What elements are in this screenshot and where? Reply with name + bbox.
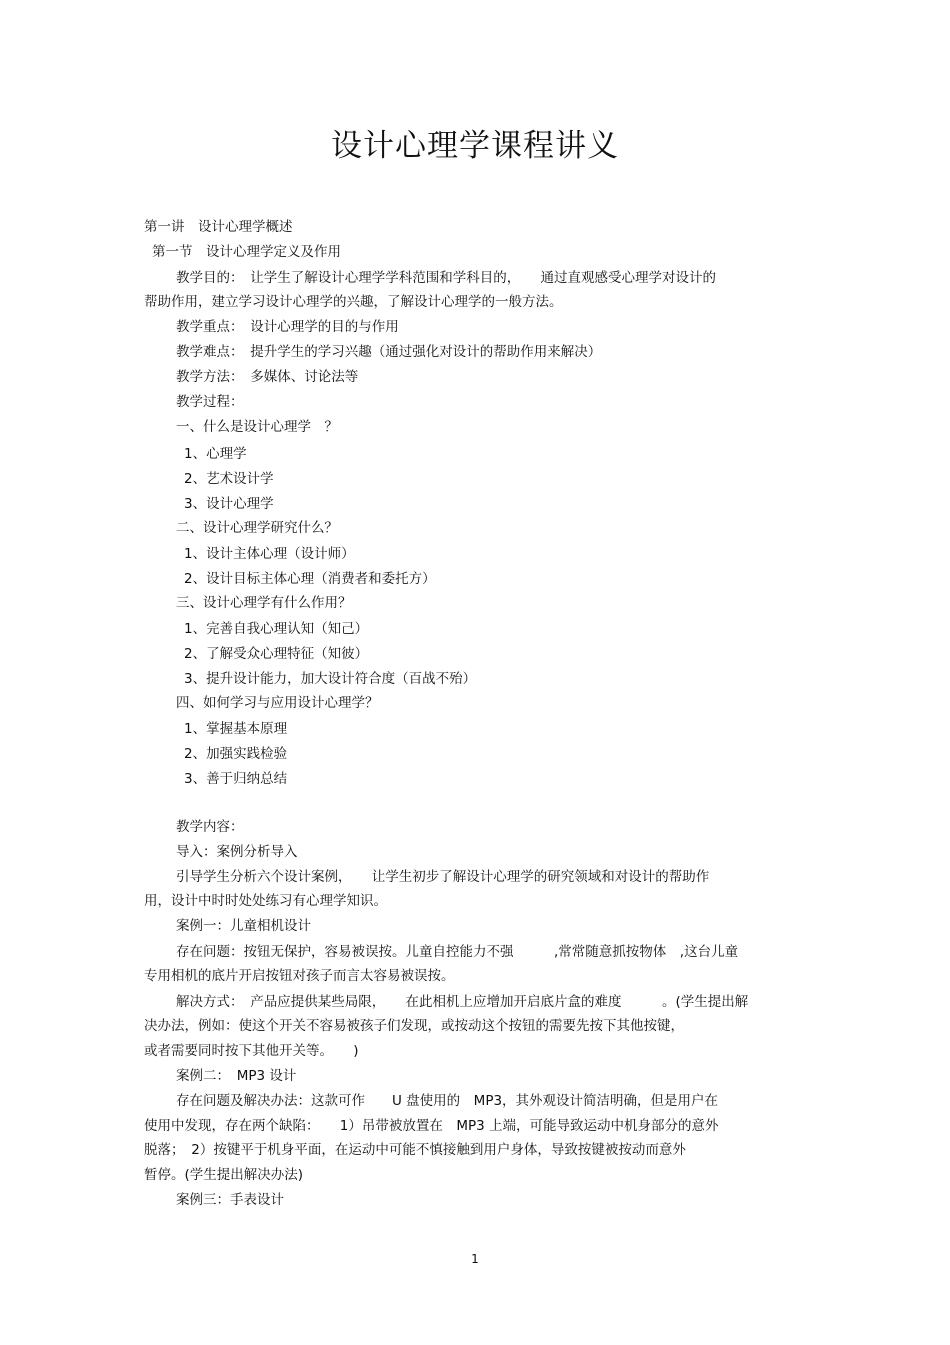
- list-item: 3、提升设计能力，加大设计符合度（百战不殆）: [184, 671, 477, 687]
- list-item: 2、了解受众心理特征（知彼）: [184, 646, 369, 662]
- content-heading: 教学内容：: [176, 819, 244, 835]
- method-line: 教学方法： 多媒体、讨论法等: [176, 369, 359, 385]
- page-number: 1: [471, 1252, 479, 1266]
- case-1-solution-1: 解决方式： 产品应提供某些局限， 在此相机上应增加开启底片盒的难度 。(学生提出解: [176, 994, 749, 1010]
- list-item: 3、善于归纳总结: [184, 771, 288, 787]
- case-1-problem-2: 专用相机的底片开启按钮对孩子而言太容易被误按。: [144, 968, 455, 984]
- lecture-heading: 第一讲 设计心理学概述: [144, 219, 293, 235]
- goal-line-1: 教学目的： 让学生了解设计心理学学科范围和学科目的， 通过直观感受心理学对设计的: [176, 270, 716, 286]
- process-line: 教学过程：: [176, 394, 244, 410]
- case-1-solution-2: 决办法，例如：使这个开关不容易被孩子们发现，或按动这个按钮的需要先按下其他按键，: [144, 1018, 684, 1034]
- list-item: 1、完善自我心理认知（知己）: [184, 621, 369, 637]
- list-item: 3、设计心理学: [184, 496, 274, 512]
- list-item: 1、心理学: [184, 446, 247, 462]
- guide-line-2: 用，设计中时时处处练习有心理学知识。: [144, 893, 387, 909]
- case-1-solution-3: 或者需要同时按下其他开关等。 ): [144, 1043, 359, 1059]
- intro-line: 导入：案例分析导入: [176, 844, 298, 860]
- case-3-heading: 案例三：手表设计: [176, 1192, 284, 1208]
- case-2-line-4: 暂停。(学生提出解决办法): [144, 1167, 304, 1183]
- list-item: 2、加强实践检验: [184, 746, 288, 762]
- list-item: 1、掌握基本原理: [184, 721, 288, 737]
- case-2-heading: 案例二： MP3 设计: [176, 1068, 297, 1084]
- case-1-problem-1: 存在问题：按钮无保护，容易被误按。儿童自控能力不强 ,常常随意抓按物体 ,这台儿童: [176, 944, 739, 960]
- guide-line-1: 引导学生分析六个设计案例， 让学生初步了解设计心理学的研究领域和对设计的帮助作: [176, 869, 710, 885]
- question-4: 四、如何学习与应用设计心理学？: [176, 695, 379, 711]
- case-2-line-1: 存在问题及解决办法：这款可作 U 盘使用的 MP3，其外观设计简洁明确，但是用户在: [176, 1093, 719, 1109]
- page-title: 设计心理学课程讲义: [331, 128, 619, 164]
- difficulty-line: 教学难点： 提升学生的学习兴趣（通过强化对设计的帮助作用来解决）: [176, 344, 602, 360]
- case-2-line-3: 脱落； 2）按键平于机身平面，在运动中可能不慎接触到用户身体，导致按键被按动而意外: [144, 1142, 686, 1158]
- section-heading: 第一节 设计心理学定义及作用: [152, 244, 341, 260]
- list-item: 2、艺术设计学: [184, 471, 274, 487]
- list-item: 2、设计目标主体心理（消费者和委托方）: [184, 571, 436, 587]
- focus-line: 教学重点： 设计心理学的目的与作用: [176, 319, 399, 335]
- goal-line-2: 帮助作用，建立学习设计心理学的兴趣，了解设计心理学的一般方法。: [144, 294, 563, 310]
- case-2-line-2: 使用中发现，存在两个缺陷： 1）吊带被放置在 MP3 上端，可能导致运动中机身部分的意外: [144, 1118, 719, 1134]
- case-1-heading: 案例一：儿童相机设计: [176, 918, 311, 934]
- question-1: 一、什么是设计心理学 ？: [176, 419, 338, 435]
- question-3: 三、设计心理学有什么作用？: [176, 595, 352, 611]
- question-2: 二、设计心理学研究什么？: [176, 520, 338, 536]
- list-item: 1、设计主体心理（设计师）: [184, 546, 355, 562]
